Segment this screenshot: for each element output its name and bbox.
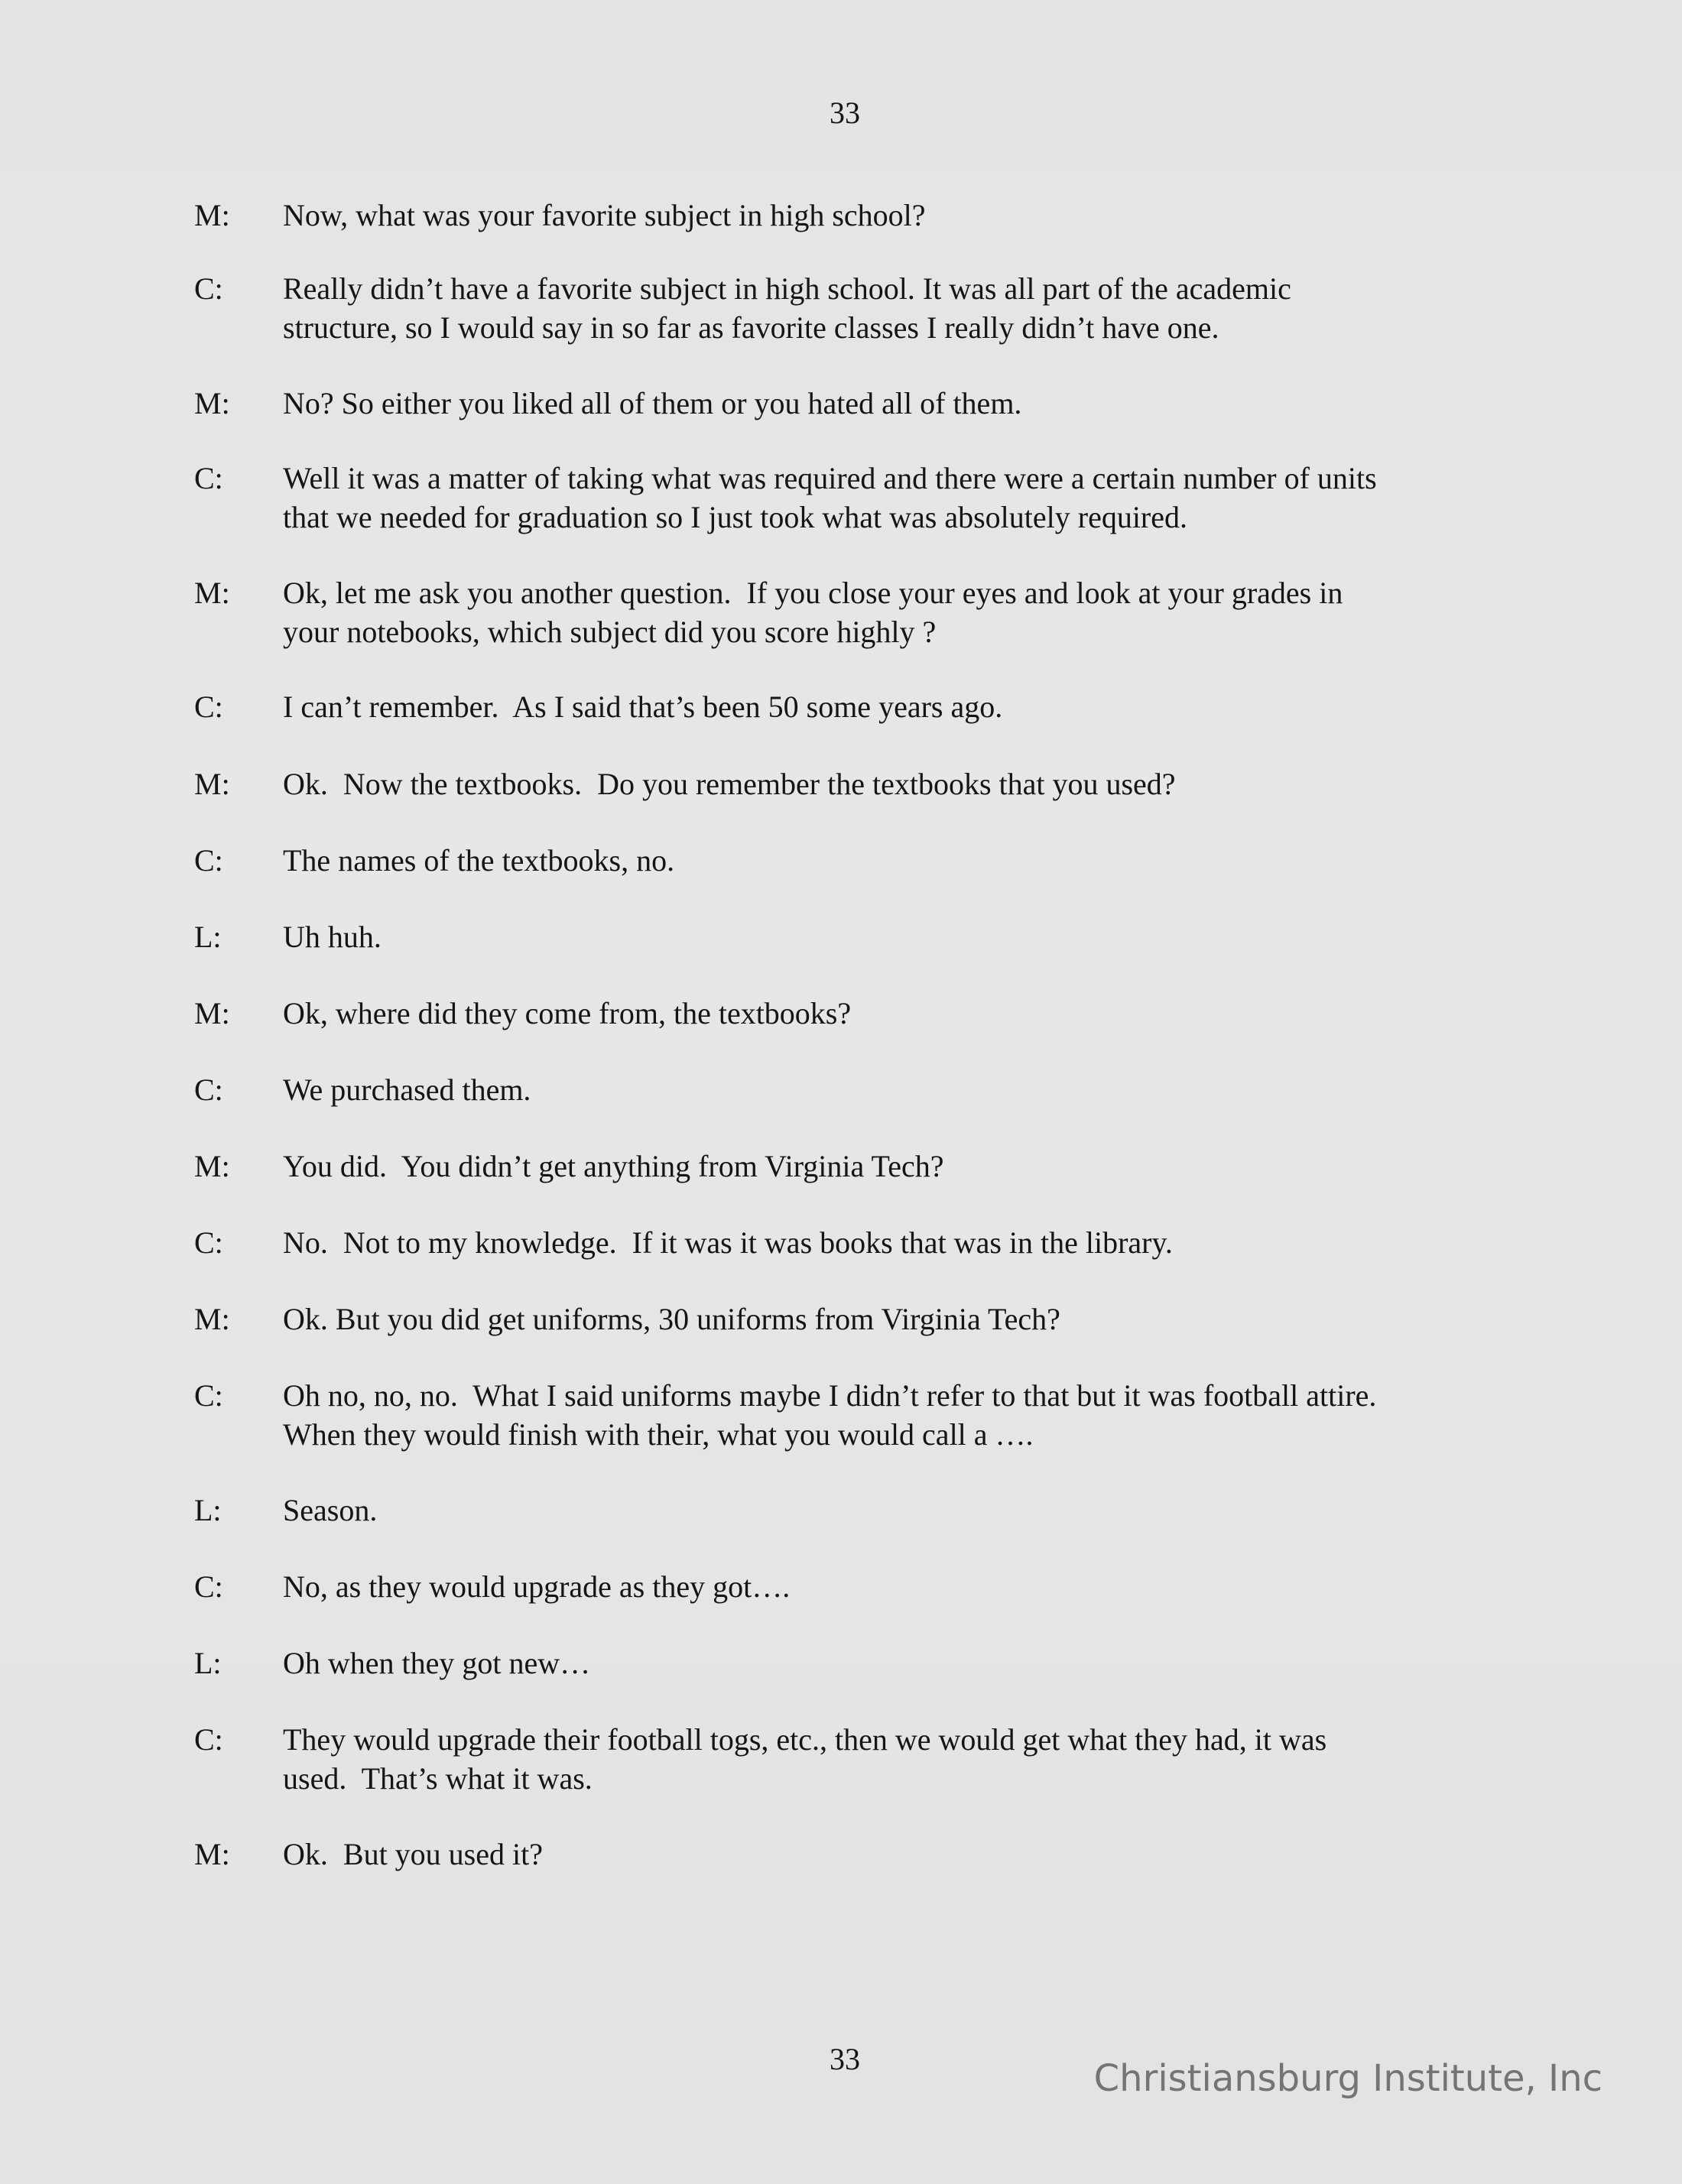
- transcript-entry: [194, 269, 1494, 347]
- utterance: [283, 196, 1494, 235]
- speaker-label: L:: [194, 920, 222, 954]
- utterance: [283, 1644, 1494, 1683]
- speaker-label: C:: [194, 1378, 223, 1413]
- transcript-entry: [194, 384, 1494, 423]
- utterance-line: You did. You didn’t get anything from Virginia Tech?: [283, 1149, 944, 1183]
- utterance: [283, 687, 1494, 726]
- speaker-label: M:: [194, 1837, 230, 1871]
- utterance-line: Ok. Now the textbooks. Do you remember the textbooks that you used?: [283, 767, 1176, 801]
- transcript-entry: [194, 459, 1494, 537]
- utterance-line: Ok. But you used it?: [283, 1837, 543, 1871]
- transcript-entry: [194, 1376, 1494, 1454]
- speaker-label: L:: [194, 1493, 222, 1527]
- speaker-label: M:: [194, 198, 230, 232]
- utterance: [283, 1376, 1494, 1454]
- utterance-line: your notebooks, which subject did you score highly ?: [283, 615, 937, 649]
- utterance-line: Now, what was your favorite subject in high school?: [283, 198, 926, 232]
- transcript-entry: [194, 1644, 1494, 1683]
- utterance: [283, 573, 1494, 651]
- utterance-line: The names of the textbooks, no.: [283, 843, 675, 878]
- transcript-entry: [194, 764, 1494, 803]
- transcript-entry: [194, 1567, 1494, 1606]
- page-number-top: 33: [830, 96, 860, 130]
- utterance: [283, 917, 1494, 956]
- transcript-entry: [194, 917, 1494, 956]
- utterance: [283, 994, 1494, 1033]
- utterance: [283, 1147, 1494, 1186]
- transcript-entry: [194, 1223, 1494, 1262]
- transcript-entry: [194, 1147, 1494, 1186]
- speaker-label: C:: [194, 1073, 223, 1107]
- transcript-entry: [194, 196, 1494, 235]
- speaker-label: C:: [194, 1722, 223, 1757]
- speaker-label: M:: [194, 386, 230, 420]
- speaker-label: C:: [194, 1225, 223, 1260]
- utterance-line: They would upgrade their football togs, etc., then we would get what they had, it was: [283, 1722, 1327, 1757]
- speaker-label: M:: [194, 1302, 230, 1336]
- utterance: [283, 841, 1494, 880]
- utterance: [283, 384, 1494, 423]
- utterance-line: that we needed for graduation so I just took what was absolutely required.: [283, 500, 1188, 534]
- utterance-line: Ok. But you did get uniforms, 30 uniforms from Virginia Tech?: [283, 1302, 1060, 1336]
- speaker-label: C:: [194, 1569, 223, 1604]
- utterance: [283, 1720, 1494, 1798]
- utterance-line: Well it was a matter of taking what was required and there were a certain number of units: [283, 461, 1377, 495]
- transcript-entry: [194, 1491, 1494, 1530]
- speaker-label: C:: [194, 461, 223, 495]
- utterance-line: Uh huh.: [283, 920, 382, 954]
- utterance-line: Ok, let me ask you another question. If you close your eyes and look at your grades in: [283, 576, 1343, 610]
- utterance-line: Oh no, no, no. What I said uniforms maybe I didn’t refer to that but it was football attire.: [283, 1378, 1377, 1413]
- utterance-line: Oh when they got new…: [283, 1646, 591, 1680]
- speaker-label: M:: [194, 1149, 230, 1183]
- utterance-line: used. That’s what it was.: [283, 1761, 593, 1796]
- page-number-bottom: 33: [830, 2042, 860, 2076]
- utterance-line: No, as they would upgrade as they got….: [283, 1569, 791, 1604]
- utterance: [283, 1070, 1494, 1109]
- utterance-line: Ok, where did they come from, the textbooks?: [283, 996, 852, 1030]
- utterance-line: Really didn’t have a favorite subject in high school. It was all part of the academic: [283, 271, 1291, 306]
- utterance: [283, 1300, 1494, 1339]
- transcript-entry: [194, 1720, 1494, 1798]
- transcript-entry: [194, 1070, 1494, 1109]
- utterance-line: No. Not to my knowledge. If it was it was books that was in the library.: [283, 1225, 1173, 1260]
- utterance: [283, 1491, 1494, 1530]
- utterance: [283, 269, 1494, 347]
- speaker-label: M:: [194, 996, 230, 1030]
- speaker-label: M:: [194, 576, 230, 610]
- speaker-label: C:: [194, 271, 223, 306]
- utterance-line: I can’t remember. As I said that’s been 50 some years ago.: [283, 690, 1003, 724]
- watermark: Christiansburg Institute, Inc: [1093, 2057, 1602, 2100]
- transcript-entry: [194, 841, 1494, 880]
- utterance: [283, 1835, 1494, 1874]
- transcript-entry: [194, 1835, 1494, 1874]
- utterance: [283, 1567, 1494, 1606]
- utterance: [283, 1223, 1494, 1262]
- transcript-entry: [194, 994, 1494, 1033]
- utterance-line: structure, so I would say in so far as favorite classes I really didn’t have one.: [283, 310, 1219, 345]
- utterance: [283, 459, 1494, 537]
- transcript-entry: [194, 1300, 1494, 1339]
- utterance: [283, 764, 1494, 803]
- speaker-label: C:: [194, 843, 223, 878]
- utterance-line: We purchased them.: [283, 1073, 531, 1107]
- utterance-line: When they would finish with their, what you would call a ….: [283, 1417, 1034, 1452]
- speaker-label: C:: [194, 690, 223, 724]
- transcript-entry: [194, 687, 1494, 726]
- speaker-label: M:: [194, 767, 230, 801]
- speaker-label: L:: [194, 1646, 222, 1680]
- utterance-line: Season.: [283, 1493, 378, 1527]
- transcript-entry: [194, 573, 1494, 651]
- utterance-line: No? So either you liked all of them or you hated all of them.: [283, 386, 1022, 420]
